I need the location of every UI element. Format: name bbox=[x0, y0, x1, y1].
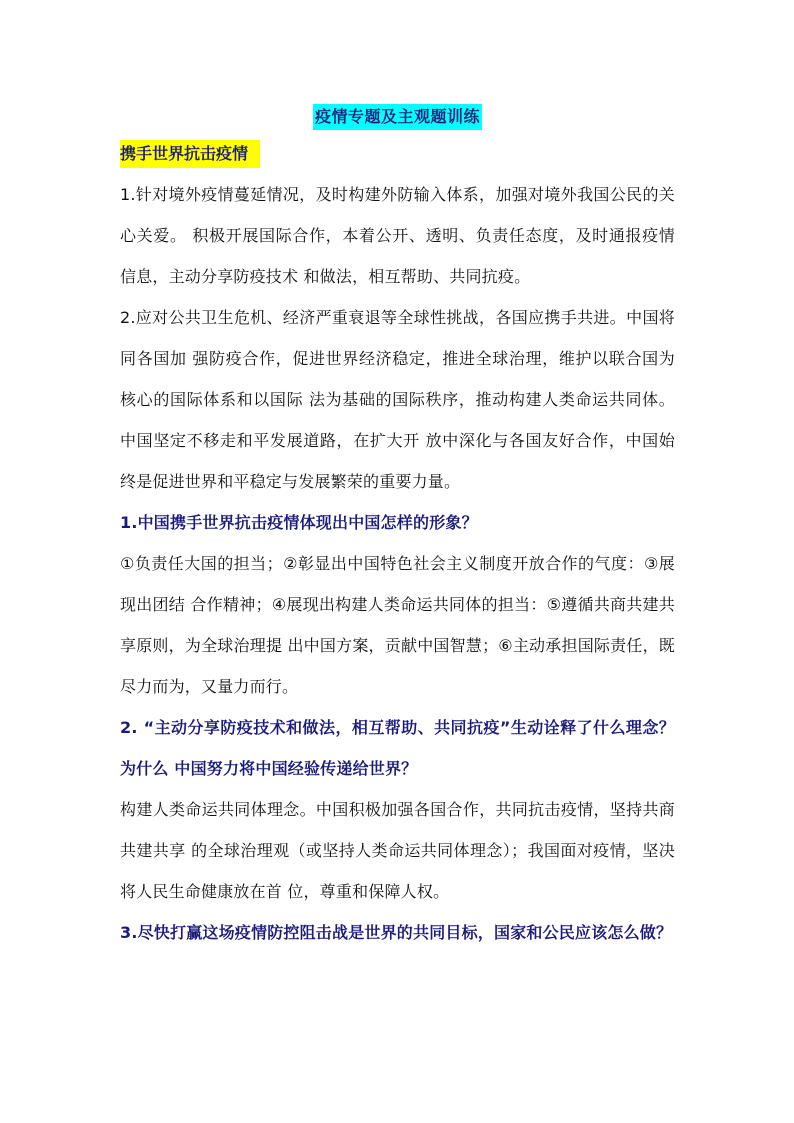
section-title: 携手世界抗击疫情 bbox=[120, 140, 260, 168]
question-3: 3.尽快打赢这场疫情防控阻击战是世界的共同目标，国家和公民应该怎么做？ bbox=[120, 923, 673, 942]
answer-1: ①负责任大国的担当；②彰显出中国特色社会主义制度开放合作的气度：③展现出团结 合作精神；④展现出构建人类命运共同体的担当：⑤遵循共商共建共享原则，为全球治理提 出中国方案，贡献中国智慧；⑥主动承担国际责任，既尽力而为，又量力而行。 bbox=[120, 554, 675, 696]
intro-paragraph-1: 1.针对境外疫情蔓延情况，及时构建外防输入体系，加强对境外我国公民的关心关爱。 积极开展国际合作，本着公开、透明、负责任态度，及时通报疫情信息，主动分享防疫技术 和做法，相互帮助、共同抗疫。 bbox=[120, 185, 675, 286]
title-row bbox=[120, 104, 675, 130]
answer-2: 构建人类命运共同体理念。中国积极加强各国合作，共同抗击疫情，坚持共商共建共享 的全球治理观（或坚持人类命运共同体理念）；我国面对疫情，坚决将人民生命健康放在首 位，尊重和保障人权。 bbox=[120, 800, 675, 901]
intro-paragraph-2: 2.应对公共卫生危机、经济严重衰退等全球性挑战，各国应携手共进。中国将同各国加 强防疫合作，促进世界经济稳定，推进全球治理，维护以联合国为核心的国际体系和以国际 法为基础的国际秩序，推动构建人类命运共同体。中国坚定不移走和平发展道路，在扩大开 放中深化与各国友好合作，中国始终是促进世界和平稳定与发展繁荣的重要力量。 bbox=[120, 308, 675, 491]
question-2: 2. “主动分享防疫技术和做法，相互帮助、共同抗疫”生动诠释了什么理念？为什么 中国努力将中国经验传递给世界？ bbox=[120, 718, 675, 778]
section-heading-row bbox=[120, 140, 675, 174]
page-title: 疫情专题及主观题训练 bbox=[313, 104, 482, 130]
document-content bbox=[120, 104, 675, 953]
question-1: 1.中国携手世界抗击疫情体现出中国怎样的形象？ bbox=[120, 513, 478, 532]
